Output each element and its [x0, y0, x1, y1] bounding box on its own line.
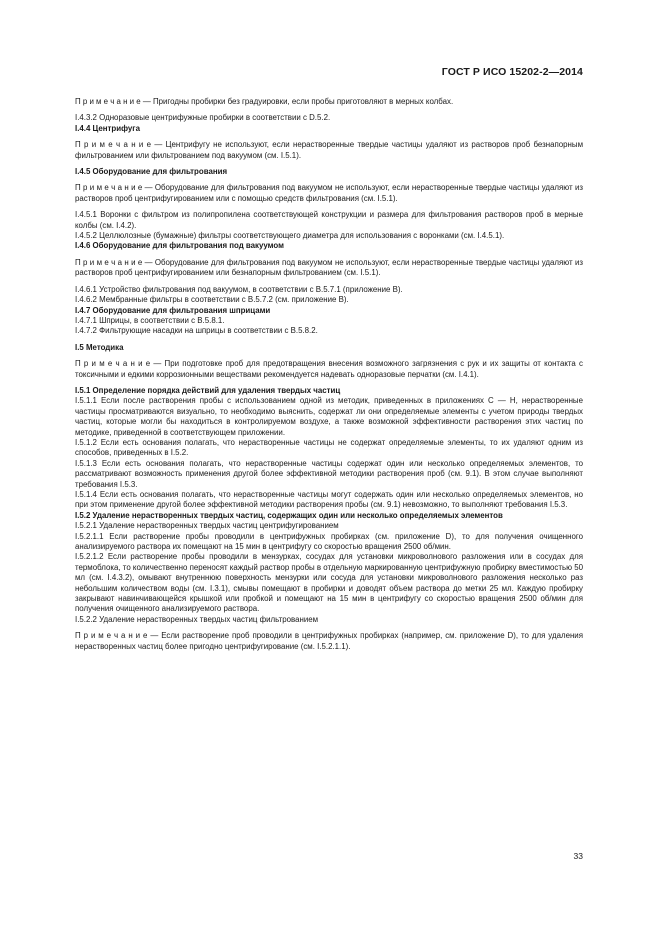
body-paragraph: I.5.2.1 Удаление нерастворенных твердых частиц центрифугированием	[75, 521, 339, 531]
note-lead: П р и м е ч а н и е	[75, 183, 143, 193]
section-heading: I.5.1 Определение порядка действий для удаления твердых частиц	[75, 385, 341, 395]
body-paragraph: I.4.5.1 Воронки с фильтром из полипропилена соответствующей конструкции и размера для фильтрования растворов проб в мерные колбы (см. I.4.2).	[75, 210, 583, 230]
note-lead: П р и м е ч а н и е	[75, 140, 152, 150]
note-text: — Оборудование для фильтрования под вакуумом не используют, если нерастворенные твердые частицы удаляют из растворов проб центрифугированием или безнапорным фильтрованием (см. I.5.1).	[75, 257, 583, 278]
note-paragraph	[75, 359, 583, 380]
note-paragraph	[75, 140, 583, 161]
body-paragraph: I.5.2.2 Удаление нерастворенных твердых частиц фильтрованием	[75, 614, 319, 624]
note-lead: П р и м е ч а н и е	[75, 359, 151, 369]
document-body	[75, 97, 583, 652]
note-lead: П р и м е ч а н и е	[75, 631, 148, 641]
note-text: — Пригодны пробирки без градуировки, если пробы приготовляют в мерных колбах.	[140, 97, 454, 106]
body-paragraph: I.4.7.1 Шприцы, в соответствии с В.5.8.1.	[75, 315, 225, 325]
section-heading: I.4.6 Оборудование для фильтрования под вакуумом	[75, 241, 284, 251]
body-paragraph: I.5.1.3 Если есть основания полагать, что нерастворенные частицы содержат один или несколько определяемых элементов, то рассматривают возможность применения другой более эффективной методики растворения проб (см. 9.1). В этом случае выполняют требования I.5.3.	[75, 458, 583, 489]
body-paragraph: I.5.1.1 Если после растворения пробы с использованием одной из методик, приведенных в приложениях С — Н, нерастворенные частицы просматриваются визуально, то необходимо выяснить, содержат ли они определяемые элементы с учетом природы твердых частиц, которые могли бы находиться в контролируемом воздухе, а также возможной эффективности растворения этих частиц по методике, приведенной в соответствующем приложении.	[75, 396, 583, 437]
section-heading: I.4.7 Оборудование для фильтрования шприцами	[75, 305, 271, 315]
note-paragraph	[75, 258, 583, 279]
note-text: — При подготовке проб для предотвращения внесения возможного загрязнения с рук и их защиты от контакта с токсичными и едкими коррозионными веществами рекомендуется надевать одноразовые перчатки (см. I.4.1).	[75, 359, 583, 379]
note-paragraph	[75, 631, 583, 652]
body-paragraph: I.4.6.1 Устройство фильтрования под вакуумом, в соответствии с В.5.7.1 (приложение В).	[75, 284, 403, 294]
section-heading: I.4.4 Центрифуга	[75, 123, 140, 133]
note-text: — Оборудование для фильтрования под вакуумом не используют, если нерастворенные твердые частицы удаляют из растворов проб центрифугированием или с помощью средств фильтрования (см. I.5.1).	[75, 183, 583, 203]
note-paragraph	[75, 183, 583, 204]
body-paragraph: I.4.7.2 Фильтрующие насадки на шприцы в соответствии с В.5.8.2.	[75, 326, 318, 336]
note-lead: П р и м е ч а н и е	[75, 257, 143, 267]
page-number: 33	[573, 851, 583, 861]
body-paragraph: I.4.5.2 Целлюлозные (бумажные) фильтры соответствующего диаметра для использования с воронками (см. I.4.5.1).	[75, 231, 505, 241]
note-text: — Если растворение проб проводили в центрифужных пробирках (например, см. приложение D), то для удаления нерастворенных частиц более пригодно центрифугирование (см. I.5.2.1.1).	[75, 631, 583, 651]
body-paragraph: I.5.2.1.1 Если растворение пробы проводили в центрифужных пробирках (см. приложение D), то для получения очищенного анализируемого раствора их помещают на 15 мин в центрифугу со скоростью вращения 2500 об/мин.	[75, 531, 583, 552]
note-paragraph	[75, 97, 583, 107]
note-text: — Центрифугу не используют, если нерастворенные твердые частицы удаляют из растворов проб безнапорным фильтрованием или фильтрованием под вакуумом (см. I.5.1).	[75, 140, 583, 160]
document-header: ГОСТ Р ИСО 15202-2—2014	[441, 66, 583, 78]
body-paragraph: I.5.2.1.2 Если растворение пробы проводили в мензурках, сосудах для установки микроволнового разложения или в сосудах для термоблока, то количественно переносят каждый раствор пробы в отдельную маркированную центрифужную пробирку вместимостью 50 мл (см. I.4.3.2), омывают внутреннюю поверхность мензурки или сосуда для установки микроволнового разложения несколько раз небольшим количеством воды (см. I.3.1), смывы помещают в пробирки и доводят объем раствора до метки 25 мл. Каждую пробирку закрывают навинчивающейся крышкой или пробкой и помещают на 15 мин в центрифугу со скоростью вращения 2500 об/мин для получения очищенного анализируемого раствора.	[75, 552, 583, 614]
section-heading: I.5.2 Удаление нерастворенных твердых частиц, содержащих один или несколько определяемых элементов	[75, 510, 503, 520]
section-heading: I.4.5 Оборудование для фильтрования	[75, 167, 228, 177]
note-lead: П р и м е ч а н и е	[75, 97, 141, 106]
body-paragraph: I.4.3.2 Одноразовые центрифужные пробирки в соответствии с D.5.2.	[75, 113, 331, 123]
body-paragraph: I.4.6.2 Мембранные фильтры в соответствии с В.5.7.2 (см. приложение В).	[75, 295, 349, 305]
section-heading: I.5 Методика	[75, 342, 124, 352]
body-paragraph: I.5.1.2 Если есть основания полагать, что нерастворенные частицы не содержат определяемые элементы, то их удаляют одним из способов, приведенных в I.5.2.	[75, 437, 583, 458]
body-paragraph: I.5.1.4 Если есть основания полагать, что нерастворенные частицы могут содержать один или несколько определяемых элементов, но при этом применение другой более эффективной методики растворения пробы (см. 9.1) невозможно, то выполняют требования I.5.3.	[75, 490, 583, 510]
